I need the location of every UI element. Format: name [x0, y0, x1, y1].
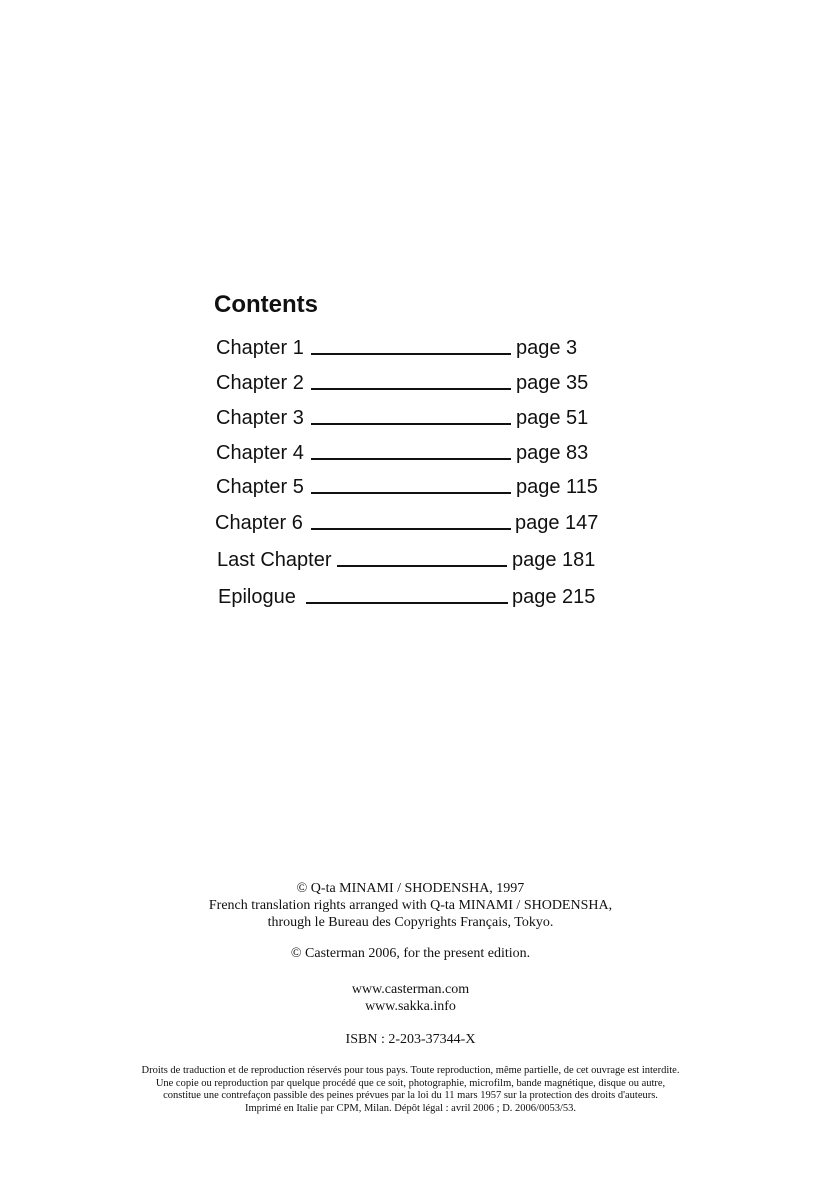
- copyright-original: © Q-ta MINAMI / SHODENSHA, 1997: [296, 881, 525, 896]
- toc-leader-line: [311, 528, 511, 530]
- toc-entry-label: Chapter 5: [216, 476, 304, 498]
- website-casterman: www.casterman.com: [351, 982, 470, 997]
- legal-notice-line: constitue une contrefaçon passible des peines prévues par la loi du 11 mars 1957 sur la protection des droits d'auteurs.: [163, 1090, 658, 1101]
- toc-leader-line: [311, 423, 511, 425]
- toc-entry-page: page 115: [516, 476, 598, 498]
- toc-entry-label: Chapter 4: [216, 442, 304, 464]
- toc-entry-page: page 51: [516, 407, 589, 429]
- toc-entry-label: Chapter 1: [216, 337, 304, 359]
- toc-leader-line: [311, 388, 511, 390]
- toc-leader-line: [311, 353, 511, 355]
- websites-block: [0, 981, 821, 1015]
- legal-notice-line: Une copie ou reproduction par quelque procédé que ce soit, photographie, microfilm, bande magnétique, disque ou autre,: [155, 1077, 666, 1089]
- toc-entry-label: Epilogue: [218, 586, 296, 608]
- translation-rights-line-1: French translation rights arranged with Q-ta MINAMI / SHODENSHA,: [208, 898, 613, 913]
- isbn: ISBN : 2-203-37344-X: [345, 1032, 476, 1047]
- toc-leader-line: [311, 492, 511, 494]
- toc-entry-page: page 215: [512, 586, 596, 608]
- toc-entry-page: page 35: [516, 372, 589, 394]
- toc-leader-line: [306, 602, 508, 604]
- legal-notice-line: Droits de traduction et de reproduction réservés pour tous pays. Toute reproduction, même partielle, de cet ouvrage est interdite.: [141, 1065, 680, 1076]
- isbn-block: [0, 1031, 821, 1048]
- website-sakka: www.sakka.info: [365, 999, 456, 1014]
- toc-entry-label: Chapter 2: [216, 372, 304, 394]
- legal-notice-line: Imprimé en Italie par CPM, Milan. Dépôt légal : avril 2006 ; D. 2006/0053/53.: [245, 1102, 576, 1114]
- legal-notice: [0, 1065, 821, 1115]
- contents-title: Contents: [214, 291, 318, 318]
- toc-entry-label: Chapter 6: [215, 512, 303, 534]
- toc-entry-label: Last Chapter: [217, 549, 332, 571]
- copyright-edition: © Casterman 2006, for the present edition.: [290, 946, 531, 961]
- toc-entry-page: page 83: [516, 442, 589, 464]
- translation-rights-line-2: through le Bureau des Copyrights Français, Tokyo.: [267, 915, 554, 930]
- toc-entry-label: Chapter 3: [216, 407, 304, 429]
- toc-entry-page: page 181: [512, 549, 596, 571]
- toc-entry-page: page 3: [516, 337, 578, 359]
- toc-leader-line: [311, 458, 511, 460]
- toc-leader-line: [337, 565, 507, 567]
- copyright-block: [0, 880, 821, 931]
- edition-notice: [0, 945, 821, 962]
- toc-entry-page: page 147: [515, 512, 599, 534]
